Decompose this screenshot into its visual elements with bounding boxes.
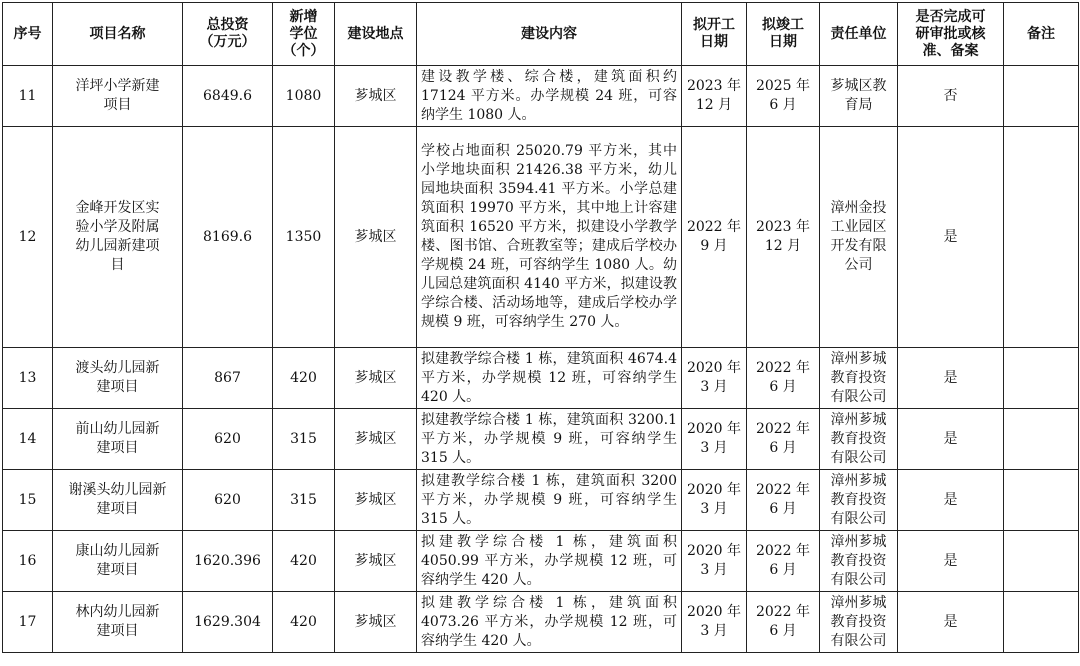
- header-end: 拟竣工 日期: [747, 3, 820, 66]
- cell-start: 2020 年 3 月: [682, 592, 747, 653]
- cell-name: 谢溪头幼儿园新 建项目: [53, 470, 183, 531]
- header-approved: 是否完成可 研审批或核 准、备案: [898, 3, 1004, 66]
- cell-remark: [1004, 531, 1079, 592]
- header-invest: 总投资 （万元）: [183, 3, 273, 66]
- cell-unit: 漳州金投 工业园区 开发有限 公司: [820, 127, 898, 348]
- cell-approved: 是: [898, 127, 1004, 348]
- cell-approved: 否: [898, 66, 1004, 127]
- cell-remark: [1004, 66, 1079, 127]
- table-row: [3, 531, 1079, 592]
- cell-name: 渡头幼儿园新 建项目: [53, 348, 183, 409]
- header-name: 项目名称: [53, 3, 183, 66]
- cell-unit: 漳州芗城 教育投资 有限公司: [820, 409, 898, 470]
- cell-invest: 8169.6: [183, 127, 273, 348]
- cell-unit: 漳州芗城 教育投资 有限公司: [820, 531, 898, 592]
- cell-location: 芗城区: [335, 470, 417, 531]
- cell-end: 2023 年 12 月: [747, 127, 820, 348]
- cell-invest: 620: [183, 470, 273, 531]
- cell-unit: 漳州芗城 教育投资 有限公司: [820, 348, 898, 409]
- header-row: [3, 3, 1079, 66]
- cell-remark: [1004, 127, 1079, 348]
- cell-unit: 漳州芗城 教育投资 有限公司: [820, 470, 898, 531]
- header-seq: 序号: [3, 3, 53, 66]
- cell-seats: 1350: [273, 127, 335, 348]
- cell-invest: 620: [183, 409, 273, 470]
- cell-location: 芗城区: [335, 592, 417, 653]
- cell-seats: 1080: [273, 66, 335, 127]
- table-row: [3, 409, 1079, 470]
- cell-approved: 是: [898, 592, 1004, 653]
- cell-approved: 是: [898, 531, 1004, 592]
- cell-content: 拟建教学综合楼 1 栋，建筑面积 4674.4 平方米，办学规模 12 班，可容纳学生 420 人。: [417, 348, 682, 409]
- header-content: 建设内容: [417, 3, 682, 66]
- cell-remark: [1004, 409, 1079, 470]
- header-location: 建设地点: [335, 3, 417, 66]
- cell-start: 2020 年 3 月: [682, 348, 747, 409]
- cell-start: 2020 年 3 月: [682, 531, 747, 592]
- cell-seats: 315: [273, 470, 335, 531]
- cell-content: 拟建教学综合楼 1 栋，建筑面积 4073.26 平方米，办学规模 12 班，可容纳学生 420 人。: [417, 592, 682, 653]
- table-row: [3, 66, 1079, 127]
- cell-location: 芗城区: [335, 531, 417, 592]
- table-row: [3, 592, 1079, 653]
- cell-name: 洋坪小学新建 项目: [53, 66, 183, 127]
- cell-seq: 13: [3, 348, 53, 409]
- cell-end: 2022 年 6 月: [747, 348, 820, 409]
- table-row: [3, 127, 1079, 348]
- cell-end: 2025 年 6 月: [747, 66, 820, 127]
- cell-unit: 芗城区教 育局: [820, 66, 898, 127]
- cell-invest: 1629.304: [183, 592, 273, 653]
- cell-seats: 315: [273, 409, 335, 470]
- cell-location: 芗城区: [335, 127, 417, 348]
- cell-seats: 420: [273, 531, 335, 592]
- cell-seats: 420: [273, 348, 335, 409]
- header-seats: 新增 学位 （个）: [273, 3, 335, 66]
- cell-content: 建设教学楼、综合楼，建筑面积约 17124 平方米。办学规模 24 班，可容纳学生 1080 人。: [417, 66, 682, 127]
- table-row: [3, 348, 1079, 409]
- cell-remark: [1004, 592, 1079, 653]
- cell-start: 2020 年 3 月: [682, 409, 747, 470]
- cell-invest: 867: [183, 348, 273, 409]
- cell-end: 2022 年 6 月: [747, 531, 820, 592]
- cell-invest: 6849.6: [183, 66, 273, 127]
- header-unit: 责任单位: [820, 3, 898, 66]
- table-row: [3, 470, 1079, 531]
- cell-name: 康山幼儿园新 建项目: [53, 531, 183, 592]
- cell-content: 拟建教学综合楼 1 栋，建筑面积 3200 平方米，办学规模 9 班，可容纳学生 315 人。: [417, 470, 682, 531]
- cell-seq: 12: [3, 127, 53, 348]
- cell-unit: 漳州芗城 教育投资 有限公司: [820, 592, 898, 653]
- cell-start: 2023 年 12 月: [682, 66, 747, 127]
- cell-end: 2022 年 6 月: [747, 409, 820, 470]
- cell-remark: [1004, 470, 1079, 531]
- cell-end: 2022 年 6 月: [747, 470, 820, 531]
- cell-seq: 15: [3, 470, 53, 531]
- cell-approved: 是: [898, 348, 1004, 409]
- cell-end: 2022 年 6 月: [747, 592, 820, 653]
- projects-table: [2, 2, 1079, 653]
- cell-approved: 是: [898, 470, 1004, 531]
- cell-content: 拟建教学综合楼 1 栋，建筑面积 3200.1 平方米，办学规模 9 班，可容纳学生 315 人。: [417, 409, 682, 470]
- cell-name: 林内幼儿园新 建项目: [53, 592, 183, 653]
- cell-seq: 11: [3, 66, 53, 127]
- cell-seats: 420: [273, 592, 335, 653]
- cell-location: 芗城区: [335, 66, 417, 127]
- cell-name: 前山幼儿园新 建项目: [53, 409, 183, 470]
- cell-invest: 1620.396: [183, 531, 273, 592]
- cell-approved: 是: [898, 409, 1004, 470]
- cell-content: 学校占地面积 25020.79 平方米，其中小学地块面积 21426.38 平方米，幼儿园地块面积 3594.41 平方米。小学总建筑面积 19970 平方米，其中地上计容建筑面积 16520 平方米，拟建设小学教学楼、图书馆、合班教室等；建成后学校办学规模 24 班，可容纳学生 1080 人。幼儿园总建筑面积 4140 平方米，拟建设教学综合楼、活动场地等，建成后学校办学规模 9 班，可容纳学生 270 人。: [417, 127, 682, 348]
- cell-start: 2020 年 3 月: [682, 470, 747, 531]
- header-remark: 备注: [1004, 3, 1079, 66]
- cell-name: 金峰开发区实 验小学及附属 幼儿园新建项 目: [53, 127, 183, 348]
- cell-content: 拟建教学综合楼 1 栋，建筑面积 4050.99 平方米，办学规模 12 班，可容纳学生 420 人。: [417, 531, 682, 592]
- cell-seq: 17: [3, 592, 53, 653]
- cell-location: 芗城区: [335, 348, 417, 409]
- cell-start: 2022 年 9 月: [682, 127, 747, 348]
- cell-seq: 16: [3, 531, 53, 592]
- cell-seq: 14: [3, 409, 53, 470]
- cell-location: 芗城区: [335, 409, 417, 470]
- header-start: 拟开工 日期: [682, 3, 747, 66]
- cell-remark: [1004, 348, 1079, 409]
